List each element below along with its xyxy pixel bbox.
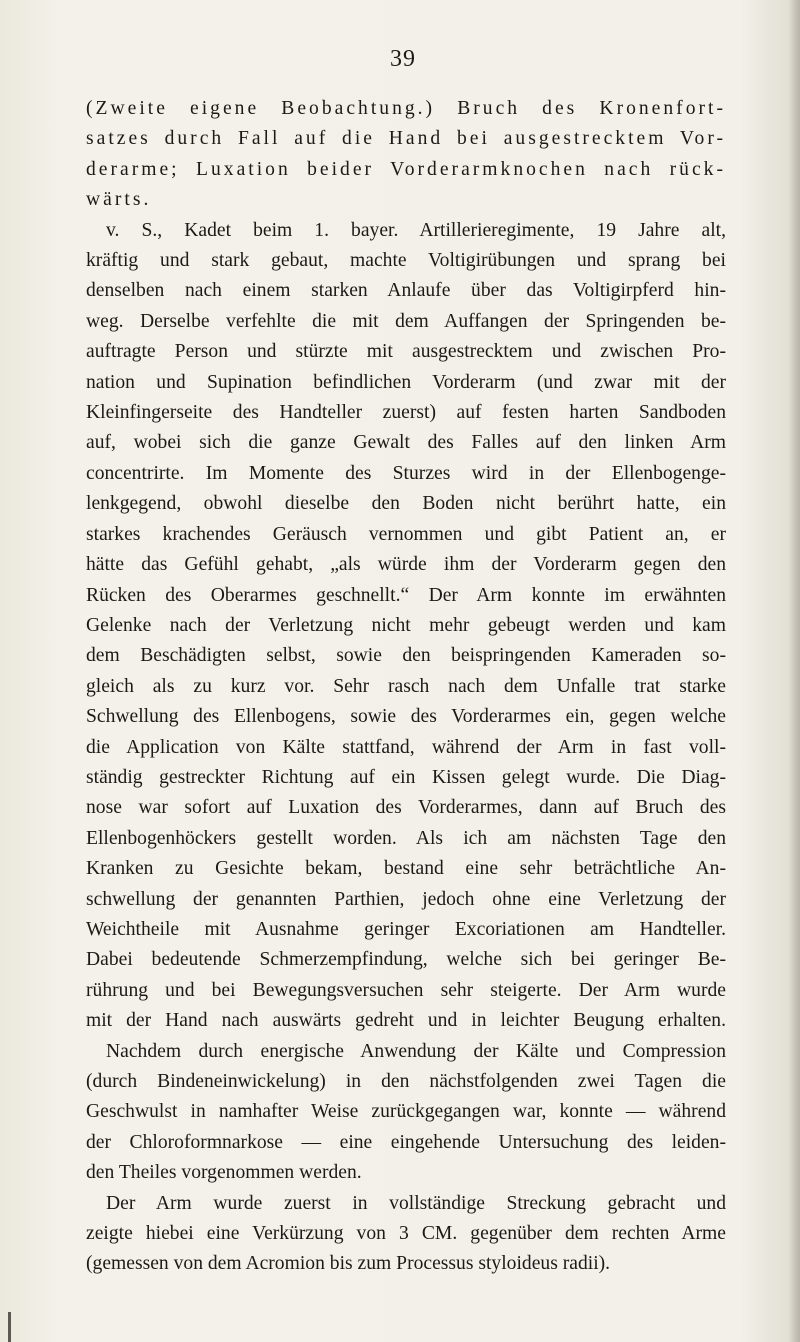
text-line: Weichtheile mit Ausnahme geringer Excoriationen am Handteller. — [86, 918, 726, 940]
page-edge-shadow — [788, 0, 800, 1342]
text-line: wärts. — [86, 189, 152, 211]
text-line: mit der Hand nach auswärts gedreht und in leichter Beugung erhalten. — [86, 1010, 726, 1032]
text-line: dem Beschädigten selbst, sowie den beispringenden Kameraden so- — [86, 645, 726, 667]
text-line: Schwellung des Ellenbogens, sowie des Vorderarmes ein, gegen welche — [86, 706, 726, 728]
page-number: 39 — [390, 46, 416, 72]
page-corner-mark — [8, 1312, 51, 1342]
text-line: auf, wobei sich die ganze Gewalt des Falles auf den linken Arm — [86, 432, 726, 454]
text-line: (gemessen von dem Acromion bis zum Processus styloideus radii). — [86, 1253, 611, 1275]
text-line: nose war sofort auf Luxation des Vorderarmes, dann auf Bruch des — [86, 797, 726, 819]
text-line: derarme; Luxation beider Vorderarmknochen nach rück- — [86, 158, 726, 180]
text-line: kräftig und stark gebaut, machte Voltigirübungen und sprang bei — [86, 250, 726, 272]
text-line: Kleinfingerseite des Handteller zuerst) auf festen harten Sandboden — [86, 402, 726, 424]
text-line: weg. Derselbe verfehlte die mit dem Auffangen der Springenden be- — [86, 310, 726, 332]
text-line: den Theiles vorgenommen werden. — [86, 1162, 362, 1184]
text-line: die Application von Kälte stattfand, während der Arm in fast voll- — [86, 736, 726, 758]
text-line: zeigte hiebei eine Verkürzung von 3 CM. gegenüber dem rechten Arme — [86, 1223, 726, 1245]
text-line: concentrirte. Im Momente des Sturzes wird in der Ellenbogenge- — [86, 462, 726, 484]
text-line: Rücken des Oberarmes geschnellt.“ Der Arm konnte im erwähnten — [86, 584, 726, 606]
text-line: denselben nach einem starken Anlaufe über das Voltigirpferd hin- — [86, 280, 726, 302]
text-line: Dabei bedeutende Schmerzempfindung, welche sich bei geringer Be- — [86, 949, 726, 971]
text-line: Nachdem durch energische Anwendung der Kälte und Compression — [106, 1040, 726, 1062]
text-line: starkes krachendes Geräusch vernommen und gibt Patient an, er — [86, 523, 726, 545]
text-line: rührung und bei Bewegungsversuchen sehr steigerte. Der Arm wurde — [86, 979, 726, 1001]
text-line: v. S., Kadet beim 1. bayer. Artillerieregimente, 19 Jahre alt, — [106, 219, 726, 241]
body-text — [86, 94, 726, 1280]
text-line: schwellung der genannten Parthien, jedoch ohne eine Verletzung der — [86, 888, 726, 910]
text-line: ständig gestreckter Richtung auf ein Kissen gelegt wurde. Die Diag- — [86, 766, 726, 788]
text-line: lenkgegend, obwohl dieselbe den Boden nicht berührt hatte, ein — [86, 493, 726, 515]
text-line: (durch Bindeneinwickelung) in den nächstfolgenden zwei Tagen die — [86, 1071, 726, 1092]
text-line: Ellenbogenhöckers gestellt worden. Als ich am nächsten Tage den — [86, 827, 726, 849]
text-line: auftragte Person und stürzte mit ausgestrecktem und zwischen Pro- — [86, 341, 726, 363]
text-line: nation und Supination befindlichen Vorderarm (und zwar mit der — [86, 371, 726, 393]
text-line: Geschwulst in namhafter Weise zurückgegangen war, konnte — während — [86, 1101, 726, 1123]
text-line: der Chloroformnarkose — eine eingehende Untersuchung des leiden- — [86, 1131, 726, 1153]
text-line: Der Arm wurde zuerst in vollständige Streckung gebracht und — [106, 1192, 726, 1214]
text-line: Kranken zu Gesichte bekam, bestand eine sehr beträchtliche An- — [86, 858, 726, 880]
text-line: gleich als zu kurz vor. Sehr rasch nach dem Unfalle trat starke — [86, 675, 726, 697]
text-line: satzes durch Fall auf die Hand bei ausgestrecktem Vor- — [86, 128, 726, 150]
text-line: Gelenke nach der Verletzung nicht mehr gebeugt werden und kam — [86, 614, 726, 636]
text-line: (Zweite eigene Beobachtung.) Bruch des Kronenfort- — [86, 98, 726, 119]
text-line: hätte das Gefühl gehabt, „als würde ihm der Vorderarm gegen den — [86, 554, 726, 576]
